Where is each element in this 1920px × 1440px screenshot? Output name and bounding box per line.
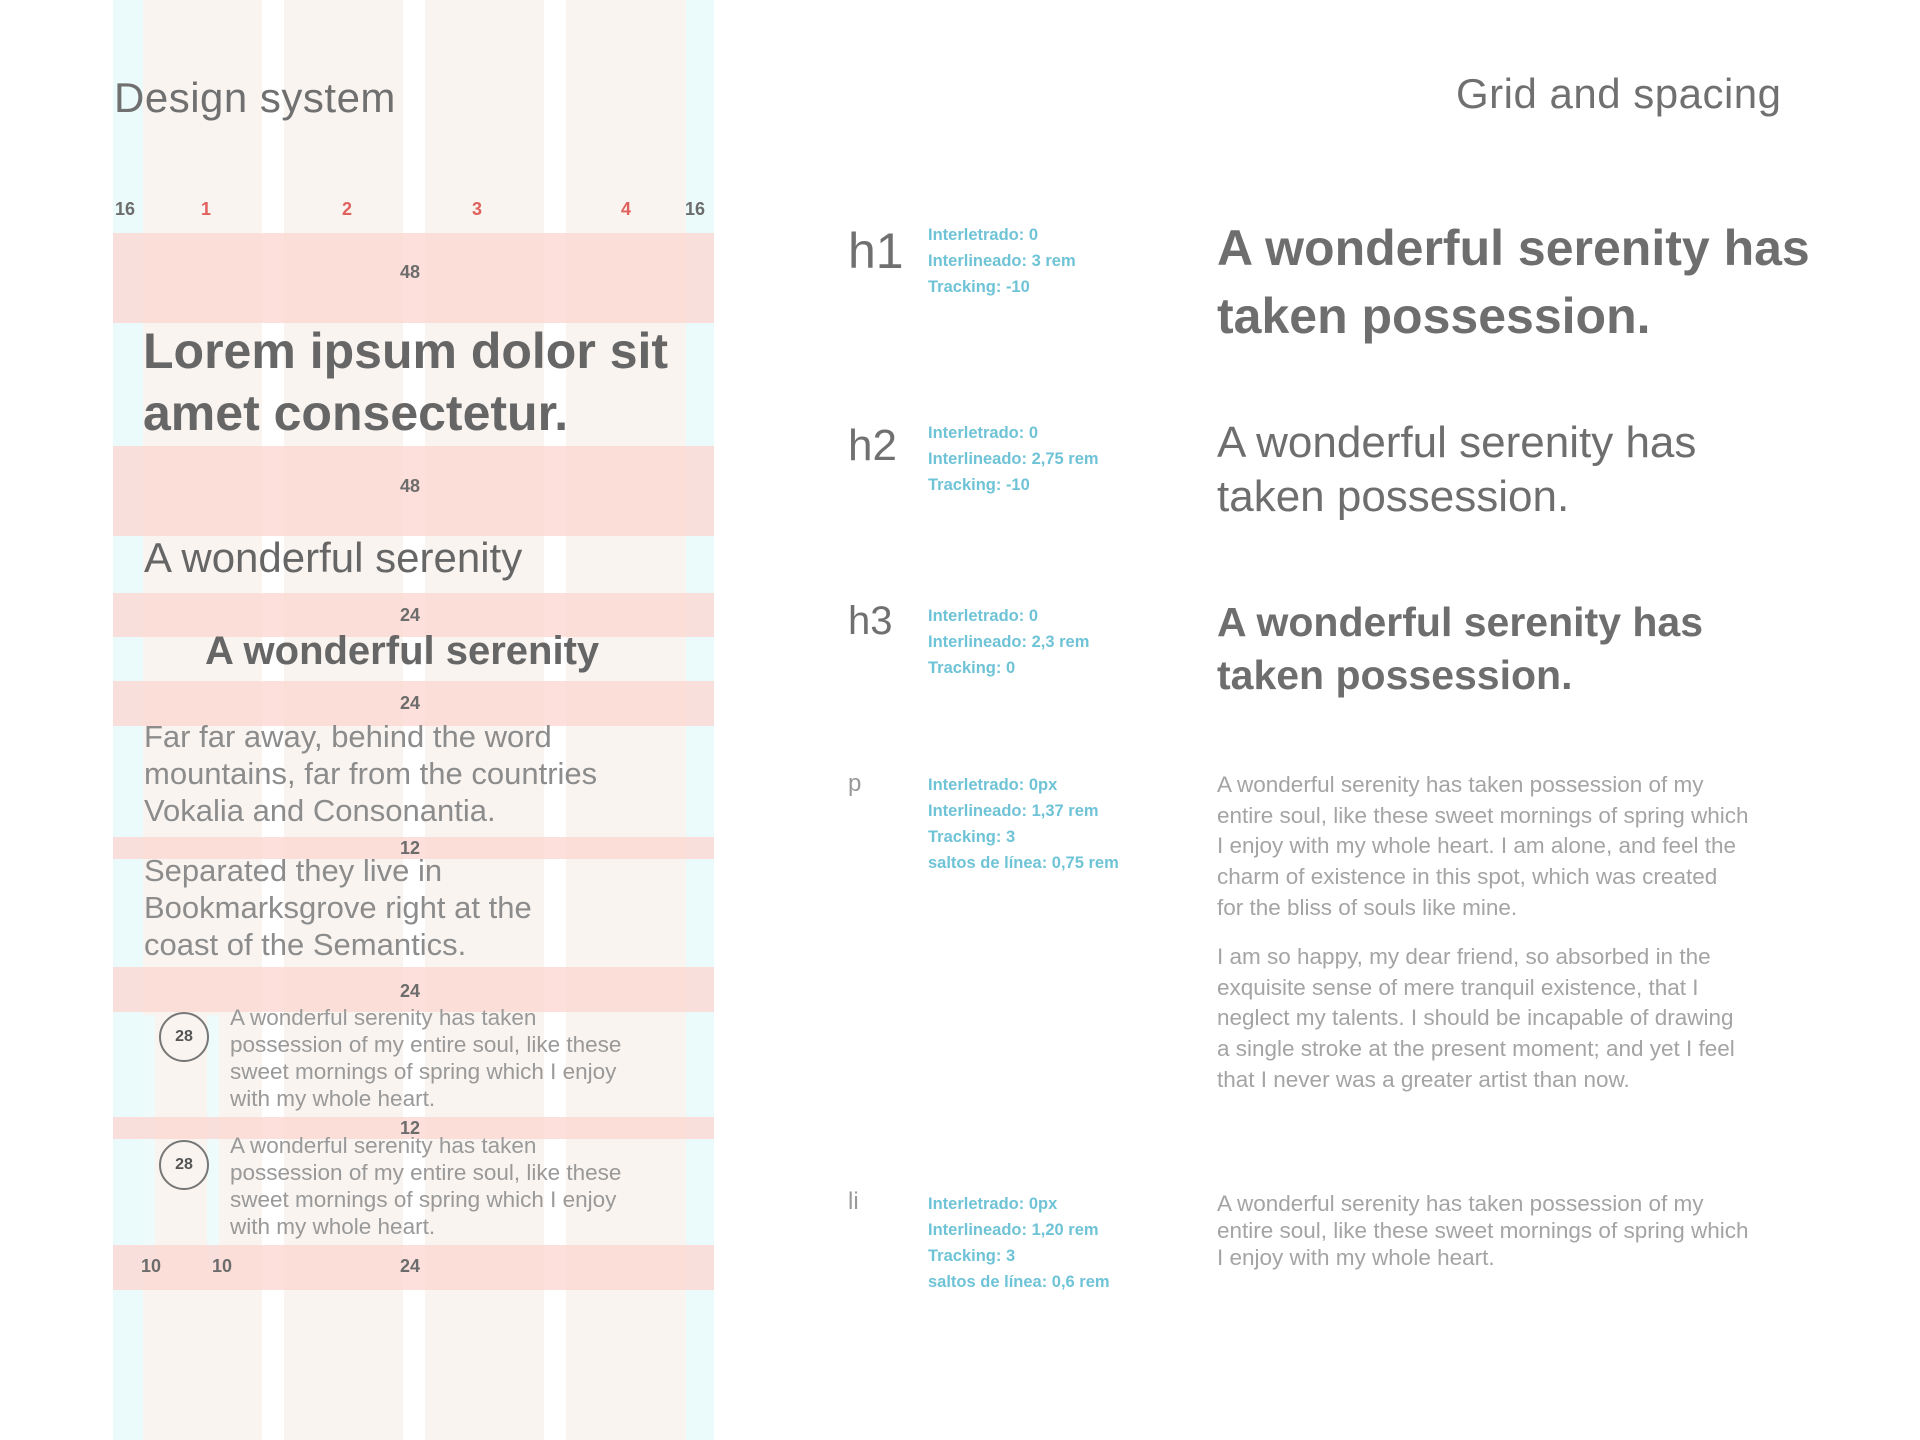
- spec-sample-h1: [1217, 214, 1810, 350]
- spec-sample-p: [1217, 770, 1749, 924]
- column-1-label: 1: [201, 199, 212, 219]
- list-gutter-a: [143, 1015, 155, 1265]
- sample-line: a single stroke at the present moment; and yet I feel: [1217, 1036, 1735, 1062]
- sample-subheading: A wonderful serenity: [144, 534, 523, 581]
- list-line: sweet mornings of spring which I enjoy: [230, 1187, 617, 1212]
- paragraph-line: Separated they live in: [144, 853, 443, 888]
- sample-line: that I never was a greater artist than now.: [1217, 1066, 1630, 1092]
- spec-prop: Tracking: -10: [928, 476, 1030, 494]
- list-gutter-label: 10: [141, 1256, 162, 1276]
- list-gutter-b: [207, 1015, 219, 1265]
- spacing-value: 48: [400, 476, 421, 496]
- list-line: possession of my entire soul, like these: [230, 1032, 622, 1057]
- page-title-left: Design system: [114, 74, 396, 121]
- list-line: A wonderful serenity has taken: [230, 1133, 537, 1158]
- sample-line: entire soul, like these sweet mornings of spring which: [1217, 802, 1749, 828]
- list-line: A wonderful serenity has taken: [230, 1005, 537, 1030]
- sample-line: taken possession.: [1217, 288, 1651, 344]
- spacing-value: 24: [400, 605, 421, 625]
- spec-tag-h3: h3: [848, 599, 893, 643]
- spec-prop: Interletrado: 0: [928, 424, 1039, 442]
- spec-prop: Interlineado: 2,75 rem: [928, 450, 1099, 468]
- spec-prop: Interletrado: 0: [928, 226, 1039, 244]
- sample-line: A wonderful serenity has: [1217, 599, 1704, 645]
- sample-line: entire soul, like these sweet mornings of spring which: [1217, 1218, 1749, 1243]
- grid-illustration: [113, 0, 714, 1440]
- column-3-label: 3: [472, 199, 483, 219]
- spec-props-p: [928, 772, 1119, 876]
- column-4-label: 4: [621, 199, 632, 219]
- spec-tag-li: li: [848, 1188, 859, 1215]
- sample-line: I am so happy, my dear friend, so absorbed in the: [1217, 944, 1711, 969]
- list-badge: 28: [159, 1140, 209, 1190]
- sample-list-item: [230, 1004, 621, 1112]
- spec-prop: Tracking: 0: [928, 659, 1016, 677]
- list-gutter-label: 10: [212, 1256, 233, 1276]
- sample-paragraph: [144, 718, 597, 829]
- sample-line: A wonderful serenity has taken possession of my: [1217, 772, 1704, 797]
- paragraph-line: coast of the Semantics.: [144, 927, 467, 962]
- sample-line: I enjoy with my whole heart. I am alone, and feel the: [1217, 833, 1737, 859]
- spacing-value: 24: [400, 1256, 421, 1276]
- sample-heading: [143, 320, 668, 444]
- sample-line: I enjoy with my whole heart.: [1217, 1245, 1495, 1270]
- sample-list-item: [230, 1132, 621, 1240]
- spacing-value: 12: [400, 838, 421, 858]
- spec-tag-h1: h1: [848, 223, 904, 279]
- spec-prop: Interlineado: 2,3 rem: [928, 633, 1090, 651]
- sample-line: charm of existence in this spot, which was created: [1217, 864, 1718, 890]
- sample-line: for the bliss of souls like mine.: [1217, 894, 1518, 920]
- sample-paragraph: [144, 852, 532, 963]
- sample-heading-line: Lorem ipsum dolor sit: [143, 323, 669, 379]
- sample-line: taken possession.: [1217, 652, 1573, 698]
- spec-prop: saltos de línea: 0,75 rem: [928, 854, 1119, 872]
- sample-line: exquisite sense of mere tranquil existence, that I: [1217, 974, 1699, 1000]
- spec-prop: Interlineado: 1,20 rem: [928, 1221, 1099, 1239]
- spacing-value: 24: [400, 693, 421, 713]
- sample-line: A wonderful serenity has taken possession of my: [1217, 1191, 1704, 1216]
- spec-prop: Interlineado: 1,37 rem: [928, 802, 1099, 820]
- spec-props-h2: [928, 420, 1099, 498]
- spec-tag-p: p: [848, 770, 862, 797]
- sample-line: neglect my talents. I should be incapable of drawing: [1217, 1005, 1734, 1031]
- paragraph-line: mountains, far from the countries: [144, 756, 598, 791]
- sample-line: A wonderful serenity has: [1217, 418, 1697, 467]
- sample-subheading-centered: A wonderful serenity: [205, 629, 600, 673]
- spec-sample-p-second: [1217, 942, 1735, 1096]
- spec-prop: saltos de línea: 0,6 rem: [928, 1273, 1110, 1291]
- list-line: sweet mornings of spring which I enjoy: [230, 1059, 617, 1084]
- spec-prop: Tracking: 3: [928, 1247, 1016, 1265]
- spec-sample-h2: [1217, 416, 1696, 524]
- spec-prop: Interletrado: 0px: [928, 776, 1058, 794]
- sample-heading-line: amet consectetur.: [143, 385, 569, 441]
- spec-props-h3: [928, 603, 1089, 681]
- page-title-right: Grid and spacing: [1456, 70, 1782, 117]
- spec-prop: Interletrado: 0: [928, 607, 1039, 625]
- sample-line: taken possession.: [1217, 472, 1570, 521]
- gutter-right-label: 16: [685, 199, 706, 219]
- column-2-label: 2: [342, 199, 353, 219]
- spacing-value: 48: [400, 262, 421, 282]
- spec-prop: Interlineado: 3 rem: [928, 252, 1076, 270]
- paragraph-line: Vokalia and Consonantia.: [144, 793, 496, 828]
- spacing-value: 24: [400, 981, 421, 1001]
- spec-prop: Tracking: -10: [928, 278, 1030, 296]
- list-line: possession of my entire soul, like these: [230, 1160, 622, 1185]
- sample-line: A wonderful serenity has: [1217, 220, 1810, 276]
- spec-prop: Tracking: 3: [928, 828, 1016, 846]
- spec-sample-h3: [1217, 596, 1703, 702]
- spec-prop: Interletrado: 0px: [928, 1195, 1058, 1213]
- spec-props-h1: [928, 222, 1076, 300]
- spec-tag-h2: h2: [848, 421, 897, 470]
- list-line: with my whole heart.: [230, 1214, 436, 1239]
- paragraph-line: Far far away, behind the word: [144, 719, 552, 754]
- list-line: with my whole heart.: [230, 1086, 436, 1111]
- gutter-left-label: 16: [115, 199, 136, 219]
- spec-props-li: [928, 1191, 1110, 1295]
- spec-sample-li: [1217, 1190, 1749, 1271]
- spacing-value: 12: [400, 1118, 421, 1138]
- list-badge: 28: [159, 1012, 209, 1062]
- paragraph-line: Bookmarksgrove right at the: [144, 890, 532, 925]
